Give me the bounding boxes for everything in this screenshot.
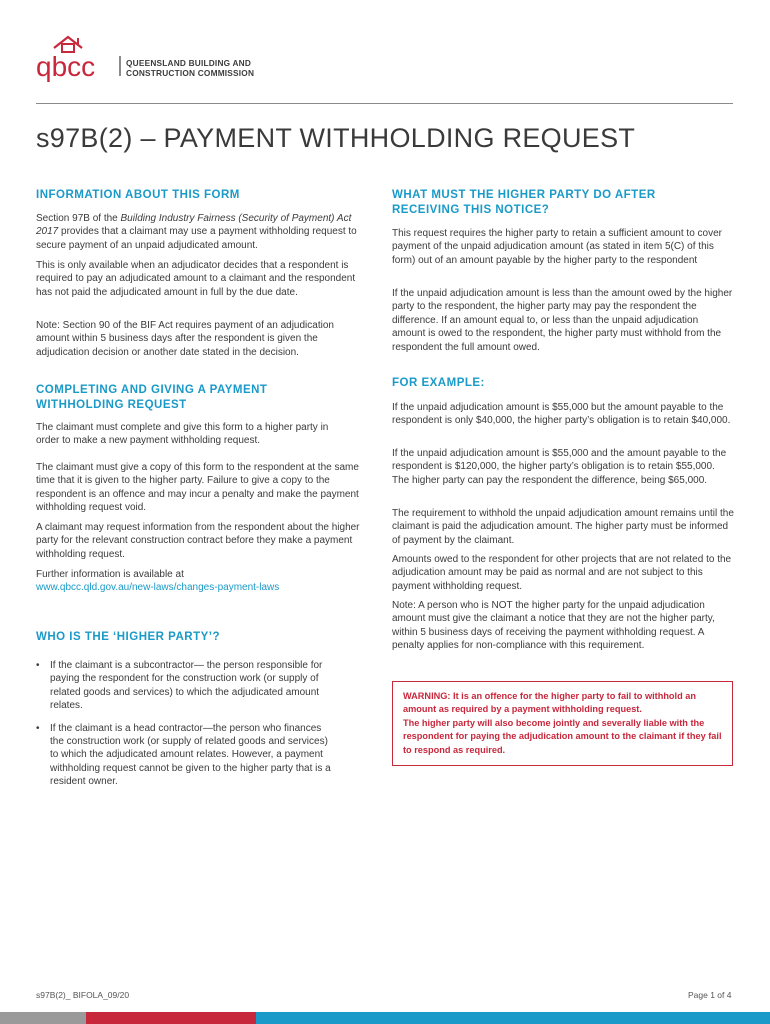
completing-heading: COMPLETING AND GIVING A PAYMENT WITHHOLDING REQUEST (36, 384, 268, 411)
completing-paragraph-1: The claimant must complete and give this form to a higher party in order to make a new payment withholding request. (36, 422, 329, 447)
qbcc-logo (36, 34, 276, 84)
completing-paragraph-4: Further information is available at www.qbcc.qld.gov.au/new-laws/changes-payment-laws (36, 569, 280, 594)
footer-bar-blue (256, 1012, 770, 1024)
header-divider (36, 103, 733, 104)
info-paragraph-2: This is only available when an adjudicator decides that a respondent is required to pay an adjudicated amount to a claimant and the respondent has not paid the adjudicated amount in full by the due date. (36, 260, 356, 298)
info-heading: INFORMATION ABOUT THIS FORM (36, 189, 240, 201)
example-paragraph-5: Note: A person who is NOT the higher party for the unpaid adjudication amount must give the claimant a notice that they are not the higher party, within 5 business days of receiving the payment withholding request. A penalty applies for non-compliance with this requirement. (392, 600, 715, 652)
organisation-name: QUEENSLAND BUILDING AND CONSTRUCTION COMMISSION (126, 58, 255, 78)
must-heading: WHAT MUST THE HIGHER PARTY DO AFTER RECEIVING THIS NOTICE? (392, 189, 656, 216)
completing-paragraph-3: A claimant may request information from the respondent about the higher party for the relevant construction contract before they make a payment withholding request. (36, 522, 360, 560)
info-paragraph-1: Section 97B of the Building Industry Fairness (Security of Payment) Act 2017 provides that a claimant may use a payment withholding request to secure payment of an unpaid adjudicated amount. (36, 213, 357, 251)
example-paragraph-4: Amounts owed to the respondent for other projects that are not related to the adjudication amount may be paid as normal and are not subject to this payment withholding request. (392, 554, 732, 592)
warning-text-1: WARNING: It is an offence for the higher party to fail to withhold an amount as required by a payment withholding request. (403, 691, 696, 715)
form-code: s97B(2)_ BIFOLA_09/20 (36, 990, 130, 1000)
example-paragraph-2: If the unpaid adjudication amount is $55,000 and the amount payable to the respondent is $120,000, the higher party’s obligation is to retain $55,000. The higher party can pay the respondent the difference, being $65,000. (392, 448, 727, 486)
warning-text-2: The higher party will also become jointly and severally liable with the respondent for paying the adjudication amount to the claimant if they fail to respond as required. (403, 717, 722, 755)
payment-laws-link[interactable]: www.qbcc.qld.gov.au/new-laws/changes-payment-laws (36, 582, 280, 594)
warning-box (392, 681, 733, 766)
higher-party-list (36, 659, 336, 798)
qbcc-logo-icon (36, 34, 126, 84)
example-paragraph-1: If the unpaid adjudication amount is $55,000 but the amount payable to the respondent is only $40,000, the higher party’s obligation is to retain $40,000. (392, 402, 731, 427)
must-paragraph-2: If the unpaid adjudication amount is less than the amount owed by the higher party to the respondent, the higher party may pay the respondent the difference. If an amount equal to, or less than the unpaid adjudication amount is owed to the respondent, the higher party must withhold from the respondent the full amount owed. (392, 288, 733, 353)
page-number: Page 1 of 4 (688, 990, 732, 1000)
list-item: • If the claimant is a subcontractor— the person responsible for paying the respondent for the construction work (or supply of related goods and services) to which the adjudicated amount relates. (36, 659, 336, 713)
logo-wordmark: qbcc (36, 51, 96, 82)
footer-bar-grey (0, 1012, 86, 1024)
info-paragraph-3: Note: Section 90 of the BIF Act requires payment of an adjudication amount within 5 business days after the respondent is given the adjudication decision or another date stated in the decision. (36, 320, 334, 358)
example-heading: FOR EXAMPLE: (392, 377, 485, 389)
footer-bar-red (86, 1012, 256, 1024)
example-paragraph-3: The requirement to withhold the unpaid adjudication amount remains until the claimant is paid the adjudication amount. The higher party must be informed of payment by the claimant. (392, 508, 734, 546)
higher-party-heading: WHO IS THE ‘HIGHER PARTY’? (36, 631, 221, 643)
completing-paragraph-2: The claimant must give a copy of this form to the respondent at the same time that it is given to the higher party. Failure to give a copy to the respondent is an offence and may incur a penalty and make the payment withholding request void. (36, 462, 359, 514)
list-item: • If the claimant is a head contractor—the person who finances the construction work (or supply of related goods and services) to which the adjudicated amount relates. However, a payment withholding request cannot be given to the higher party that is a resident owner. (36, 722, 336, 789)
page-title: s97B(2) – PAYMENT WITHHOLDING REQUEST (36, 123, 636, 153)
must-paragraph-1: This request requires the higher party to retain a sufficient amount to cover payment of the unpaid adjudication amount (as stated in item 5(C) of this form) out of an amount payable by the higher party to the respondent (392, 228, 722, 266)
